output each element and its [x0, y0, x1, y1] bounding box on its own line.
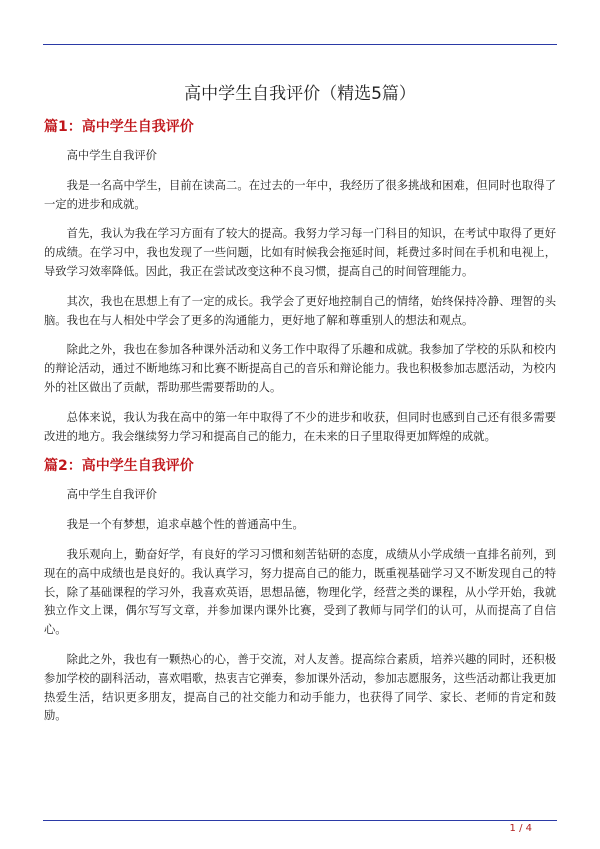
paragraph: 我是一个有梦想，追求卓越个性的普通高中生。 — [66, 518, 304, 532]
paragraph: 除此之外，我也在参加各种课外活动和义务工作中取得了乐趣和成就。我参加了学校的乐队和校内的辩论活动，通过不断地练习和比赛不断提高自己的音乐和辩论能力。我也积极参加志愿活动，为校内外的社区做出了贡献，帮助那些需要帮助的人。 — [44, 343, 556, 394]
section-heading: 篇1：高中学生自我评价 — [44, 119, 194, 135]
paragraph: 我是一名高中学生，目前在读高二。在过去的一年中，我经历了很多挑战和困难，但同时也取得了一定的进步和成就。 — [44, 178, 556, 211]
document-title: 高中学生自我评价（精选5篇） — [184, 84, 416, 104]
header-rule — [43, 44, 557, 45]
paragraph: 其次，我也在思想上有了一定的成长。我学会了更好地控制自己的情绪，始终保持冷静、理智的头脑。我也在与人相处中学会了更多的沟通能力，更好地了解和尊重别人的想法和观点。 — [44, 294, 556, 327]
document-body — [44, 117, 556, 726]
section-2 — [44, 456, 556, 726]
paragraph: 除此之外，我也有一颗热心的心，善于交流，对人友善。提高综合素质，培养兴趣的同时，还积极参加学校的副科活动，喜欢唱歌，热衷吉它弹奏，参加课外活动，参加志愿服务，这些活动都让我更加热爱生活，结识更多朋友，提高自己的社交能力和动手能力，也获得了同学、家长、老师的肯定和鼓励。 — [44, 652, 556, 723]
paragraph: 总体来说，我认为我在高中的第一年中取得了不少的进步和收获，但同时也感到自己还有很多需要改进的地方。我会继续努力学习和提高自己的能力，在未来的日子里取得更加辉煌的成就。 — [44, 410, 556, 443]
paragraph: 我乐观向上，勤奋好学，有良好的学习习惯和刻苦钻研的态度，成绩从小学成绩一直排名前列，到现在的高中成绩也是良好的。我认真学习，努力提高自己的能力，既重视基础学习又不断发现自己的特长，除了基础课程的学习外，我喜欢英语，思想品德，物理化学，经营之类的课程，从小学开始，我就独立作文上课，偶尔写写文章，并参加课内课外比赛，受到了教师与同学们的认可，从而提高了自信心。 — [44, 547, 556, 637]
footer-rule — [43, 820, 557, 821]
page-number: 1 / 4 — [509, 823, 532, 834]
section-subtitle: 高中学生自我评价 — [66, 488, 157, 502]
section-subtitle: 高中学生自我评价 — [66, 149, 157, 162]
paragraph: 首先，我认为我在学习方面有了较大的提高。我努力学习每一门科目的知识，在考试中取得了更好的成绩。在学习中，我也发现了一些问题，比如有时候我会拖延时间，耗费过多时间在手机和电视上，导致学习效率降低。因此，我正在尝试改变这种不良习惯，提高自己的时间管理能力。 — [44, 227, 556, 278]
section-heading: 篇2：高中学生自我评价 — [44, 458, 194, 475]
section-1 — [44, 117, 556, 446]
